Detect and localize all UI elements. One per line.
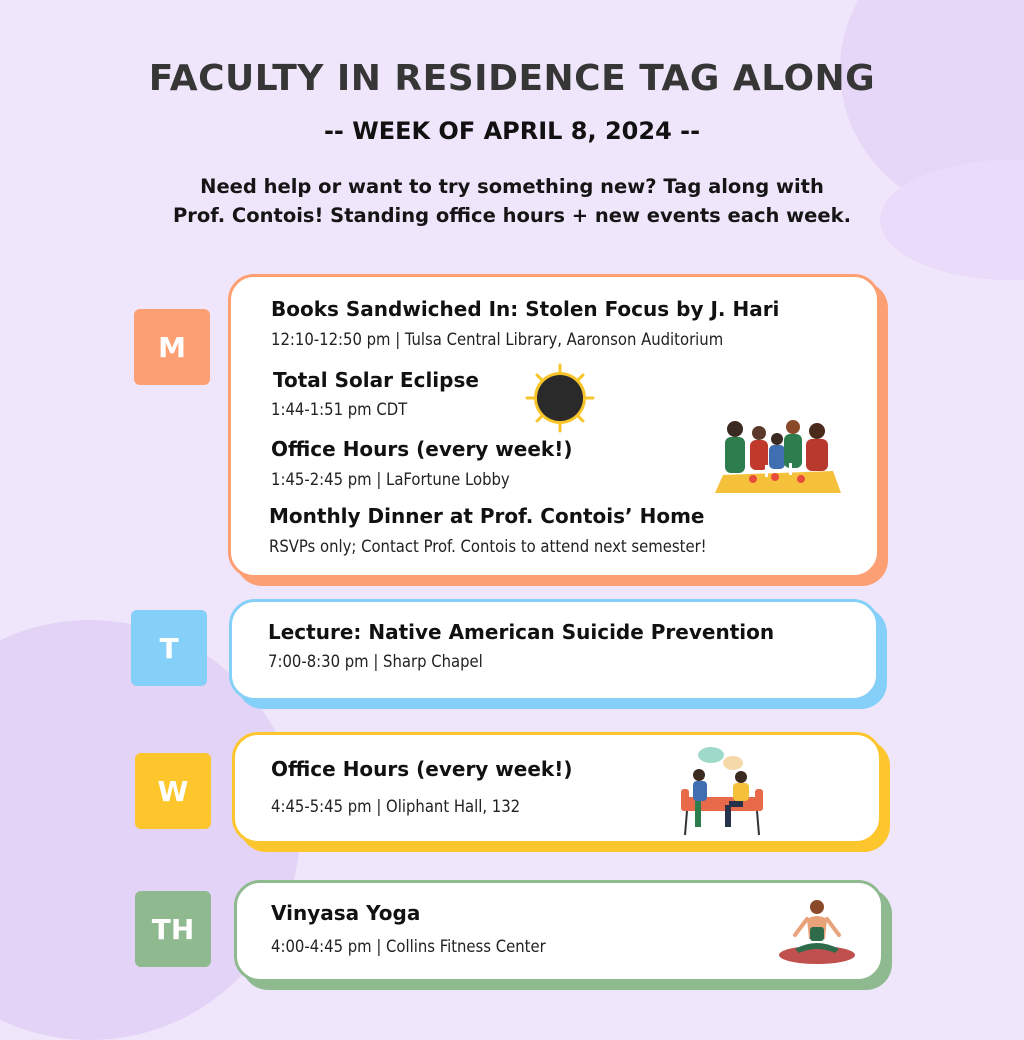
event-detail: 1:45-2:45 pm | LaFortune Lobby [271, 470, 510, 489]
event-detail: 7:00-8:30 pm | Sharp Chapel [268, 652, 483, 671]
page-title: FACULTY IN RESIDENCE TAG ALONG [148, 58, 876, 99]
event-detail: 12:10-12:50 pm | Tulsa Central Library, Aaronson Auditorium [271, 330, 724, 349]
yoga-icon [777, 897, 857, 967]
event-detail: RSVPs only; Contact Prof. Contois to attend next semester! [269, 537, 707, 556]
day-badge-tuesday: T [131, 610, 207, 686]
monday-events-card [228, 274, 880, 578]
day-badge-monday: M [134, 309, 210, 385]
dinner-group-icon [713, 413, 845, 495]
event-detail: 4:00-4:45 pm | Collins Fitness Center [271, 937, 546, 956]
day-badge-wednesday: W [135, 753, 211, 829]
event-title: Monthly Dinner at Prof. Contois’ Home [269, 504, 705, 528]
tuesday-events-card [229, 599, 879, 701]
conversation-icon [675, 745, 765, 837]
intro-line: Need help or want to try something new? Tag along with [200, 175, 824, 198]
wednesday-events-card [232, 732, 882, 844]
intro-line: Prof. Contois! Standing office hours + new events each week. [172, 204, 852, 227]
event-title: Books Sandwiched In: Stolen Focus by J. Hari [271, 297, 780, 321]
event-title: Vinyasa Yoga [271, 901, 421, 925]
eclipse-icon [525, 363, 595, 433]
day-badge-thursday: TH [135, 891, 211, 967]
event-detail: 1:44-1:51 pm CDT [271, 400, 408, 419]
event-detail: 4:45-5:45 pm | Oliphant Hall, 132 [271, 797, 521, 816]
thursday-events-card [234, 880, 884, 982]
event-title: Total Solar Eclipse [273, 368, 479, 392]
event-title: Lecture: Native American Suicide Prevention [268, 620, 775, 644]
event-title: Office Hours (every week!) [271, 437, 573, 461]
intro-text [120, 172, 904, 230]
event-title: Office Hours (every week!) [271, 757, 573, 781]
page-subtitle: -- WEEK OF APRIL 8, 2024 -- [323, 117, 701, 145]
